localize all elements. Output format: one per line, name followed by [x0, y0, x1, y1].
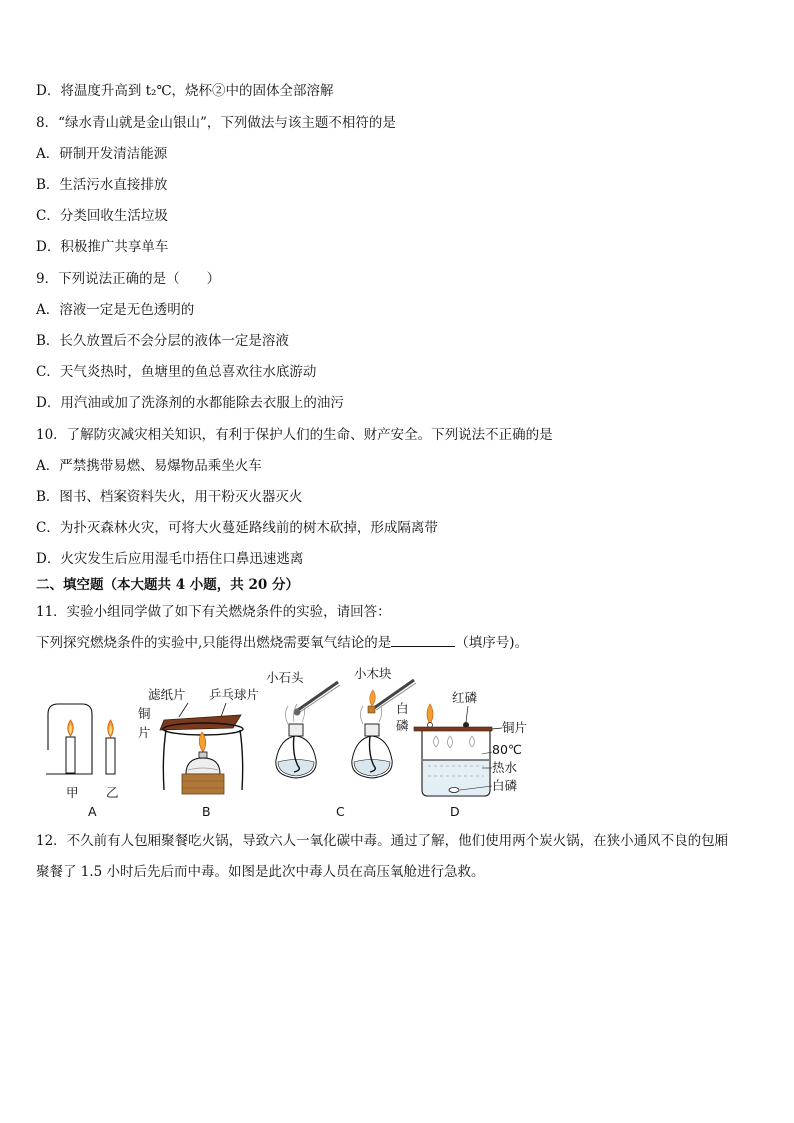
experiment-b	[138, 687, 259, 819]
q11-sub-suffix: （填序号)。	[455, 635, 529, 651]
q9-option-b: B．长久放置后不会分层的液体一定是溶液	[36, 333, 289, 349]
label-bai: 白	[396, 701, 409, 716]
experiment-c	[266, 666, 416, 819]
label-tong: 铜	[138, 706, 151, 721]
q9-option-c: C．天气炎热时，鱼塘里的鱼总喜欢往水底游动	[36, 364, 317, 380]
q9-option-d: D．用汽油或加了洗涤剂的水都能除去衣服上的油污	[36, 395, 344, 411]
q8-option-a: A．研制开发清洁能源	[36, 146, 168, 162]
label-hot-water: 热水	[492, 760, 518, 775]
label-a: A	[88, 804, 97, 819]
q11-subquestion	[36, 634, 528, 652]
section-2-heading: 二、填空题（本大题共 4 小题，共 20 分）	[36, 577, 299, 593]
combustion-experiment-figure	[36, 662, 556, 822]
label-temp: 80℃	[492, 742, 522, 757]
q8-stem: 8．“绿水青山就是金山银山”，下列做法与该主题不相符的是	[36, 115, 396, 131]
q11-stem: 11．实验小组同学做了如下有关燃烧条件的实验，请回答：	[36, 604, 391, 620]
q9-stem: 9．下列说法正确的是（ ）	[36, 271, 221, 287]
label-filter-paper: 滤纸片	[148, 687, 186, 702]
q12-line-2: 聚餐了 1.5 小时后先后而中毒。如图是此次中毒人员在高压氧舱进行急救。	[36, 864, 485, 880]
q8-option-b: B．生活污水直接排放	[36, 177, 168, 193]
q7-option-d: D．将温度升高到 t₂℃，烧杯②中的固体全部溶解	[36, 83, 334, 99]
label-jia: 甲	[66, 785, 79, 800]
q8-option-d: D．积极推广共享单车	[36, 239, 169, 255]
label-stone: 小石头	[266, 670, 304, 685]
q11-sub-text: 下列探究燃烧条件的实验中,只能得出燃烧需要氧气结论的是	[36, 635, 392, 651]
label-c: C	[336, 804, 345, 819]
q11-answer-blank[interactable]	[391, 634, 455, 647]
label-lin-c: 磷	[396, 718, 409, 733]
q10-option-a: A．严禁携带易燃、易爆物品乘坐火车	[36, 458, 262, 474]
q12-line-1: 12．不久前有人包厢聚餐吃火锅，导致六人一氧化碳中毒。通过了解，他们使用两个炭火锅，在狭小通风不良的包厢	[36, 833, 729, 849]
q10-stem: 10．了解防灾减灾相关知识，有利于保护人们的生命、财产安全。下列说法不正确的是	[36, 427, 553, 443]
label-red-phosphorus: 红磷	[452, 690, 478, 705]
label-d: D	[450, 804, 460, 819]
label-yi: 乙	[106, 785, 119, 800]
label-wood: 小木块	[354, 666, 392, 681]
q9-option-a: A．溶液一定是无色透明的	[36, 302, 195, 318]
experiment-d	[414, 690, 527, 819]
label-b: B	[202, 804, 211, 819]
q10-option-d: D．火灾发生后应用湿毛巾捂住口鼻迅速逃离	[36, 551, 304, 567]
experiment-a	[46, 704, 119, 819]
label-pian: 片	[138, 725, 151, 740]
label-copper-plate: 铜片	[502, 720, 528, 735]
label-white-phosphorus: 白磷	[492, 778, 518, 793]
q10-option-b: B．图书、档案资料失火，用干粉灭火器灭火	[36, 489, 303, 505]
label-pingpong: 乒乓球片	[209, 687, 260, 702]
q8-option-c: C．分类回收生活垃圾	[36, 208, 168, 224]
q10-option-c: C．为扑灭森林火灾，可将大火蔓延路线前的树木砍掉，形成隔离带	[36, 520, 438, 536]
